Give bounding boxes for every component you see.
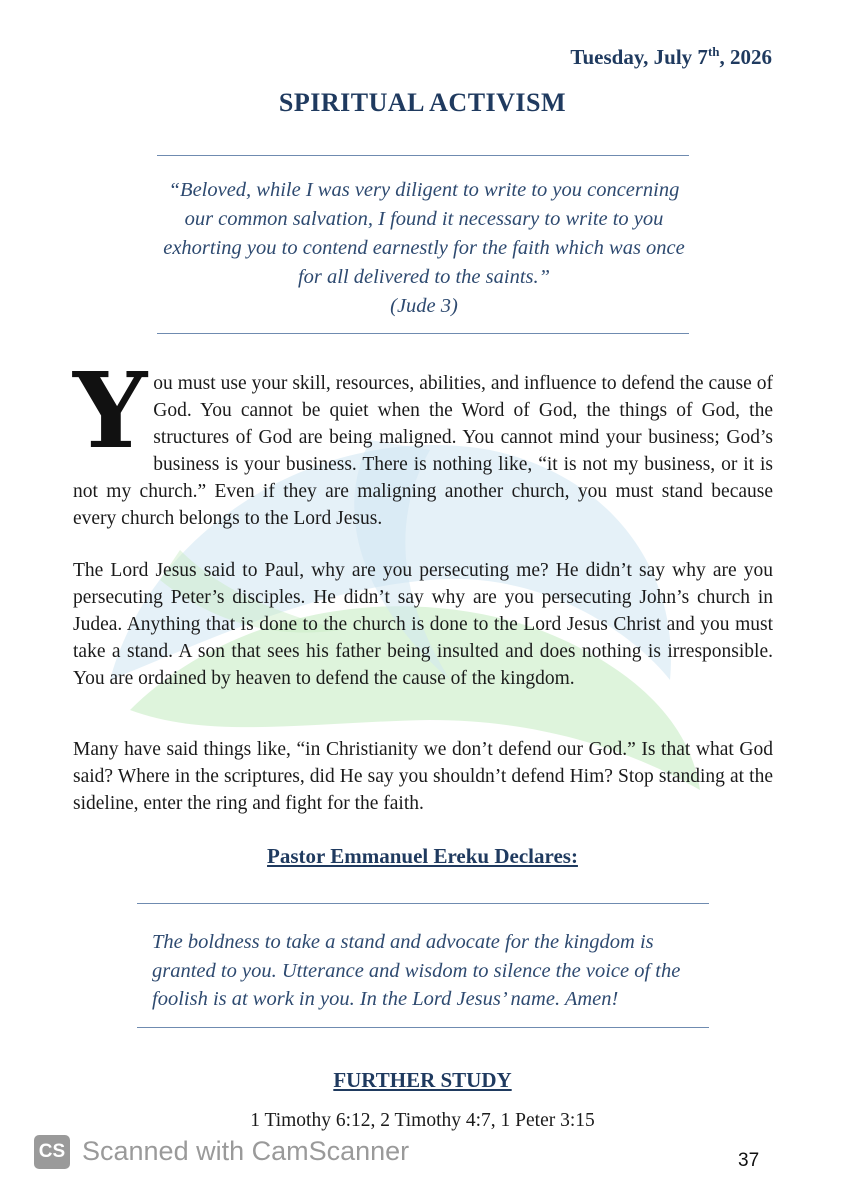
scanner-watermark-text: Scanned with CamScanner: [82, 1136, 410, 1166]
body-paragraph-2: The Lord Jesus said to Paul, why are you persecuting me? He didn’t say why are you persecuting Peter’s disciples. He didn’t say why are you persecuting John’s church in Judea. Anything that is done to the church is done to the Lord Jesus Christ and you must take a stand. A son that sees his father being insulted and does nothing is irresponsible. You are ordained by heaven to defend the cause of the kingdom.: [73, 560, 773, 689]
scripture-quote: [160, 176, 688, 321]
divider-declaration-bottom: [137, 1027, 709, 1028]
body-paragraph-1: [73, 349, 773, 532]
scripture-reference: (Jude 3): [390, 295, 458, 317]
page-number: 37: [738, 1150, 760, 1171]
devotional-date: Tuesday, July 7th, 2026: [570, 44, 772, 69]
body-paragraph-3: Many have said things like, “in Christianity we don’t defend our God.” Is that what God said? Where in the scriptures, did He say you shouldn’t defend Him? Stop standing at the sideline, enter the ring and fight for the faith.: [73, 739, 773, 814]
further-study-heading: FURTHER STUDY: [333, 1068, 512, 1092]
camscanner-logo-icon: CS: [34, 1135, 70, 1169]
drop-cap: Y: [73, 349, 148, 472]
page-title: SPIRITUAL ACTIVISM: [278, 88, 567, 117]
divider-quote-bottom: [157, 333, 689, 334]
paragraph-1-text: ou must use your skill, resources, abilities, and influence to defend the cause of God. You cannot be quiet when the Word of God, the things of God, the structures of God are being maligned. You cannot mind your business; God’s business is your business. There is nothing like, “it is not my business, or it is not my church.” Even if they are maligning another church, you must stand because every church belongs to the Lord Jesus.: [73, 373, 773, 529]
divider-top: [157, 155, 689, 156]
declaration-heading: Pastor Emmanuel Ereku Declares:: [267, 844, 578, 868]
declaration-text: The boldness to take a stand and advocate for the kingdom is granted to you. Utterance and wisdom to silence the voice of the foolish is at work in you. In the Lord Jesus’ name. Amen!: [152, 931, 681, 1010]
scripture-text: “Beloved, while I was very diligent to write to you concerning our common salvation, I found it necessary to write to you exhorting you to contend earnestly for the faith which was once for all delivered to the saints.”: [163, 179, 685, 288]
further-study-references: 1 Timothy 6:12, 2 Timothy 4:7, 1 Peter 3:15: [250, 1110, 595, 1131]
divider-declaration-top: [137, 903, 709, 904]
